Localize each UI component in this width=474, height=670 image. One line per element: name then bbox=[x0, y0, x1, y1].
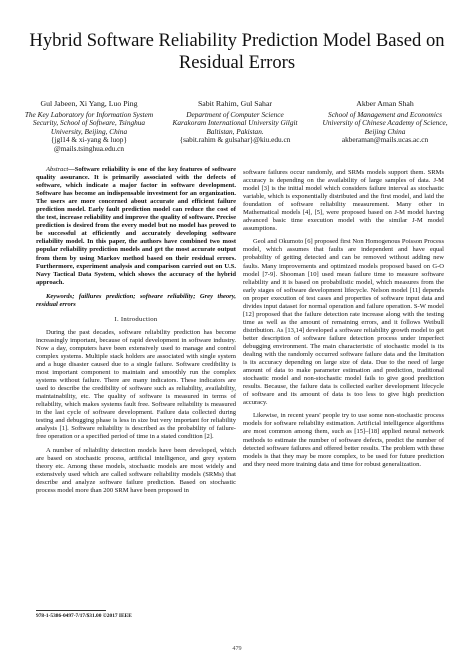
author-block-1 bbox=[24, 100, 154, 154]
author-names: Gul Jabeen, Xi Yang, Luo Ping bbox=[40, 99, 138, 108]
author-affiliation: Department of Computer Science Karakoram International University Gilgit Baltistan, Pakistan. bbox=[172, 109, 298, 136]
abstract-lead: Abstract bbox=[46, 166, 69, 173]
left-column bbox=[36, 166, 236, 500]
author-email: {sabit.rahim & gulsahar}@kiu.edu.cn bbox=[179, 135, 291, 145]
paragraph: A number of reliability detection models have been developed, which are based on stochastic process, artificial intelligence, and grey system theory etc. Among these models, stochastic models are most widely and extensively used which are called software reliability models (SRMs) that describe and analyze software failure prediction. Based on stochastic process model more than 200 SRM have been proposed in bbox=[36, 446, 236, 494]
author-block-3 bbox=[318, 100, 452, 145]
section-heading-introduction: I. Introduction bbox=[114, 315, 158, 323]
page-number: 479 bbox=[232, 645, 242, 652]
author-affiliation: School of Management and Economics University of Chinese Academy of Science, Beijing China bbox=[322, 109, 448, 136]
footnote-divider bbox=[36, 610, 106, 611]
paper-title: Hybrid Software Reliability Prediction Model Based on Residual Errors bbox=[29, 30, 445, 73]
author-names: Sabit Rahim, Gul Sahar bbox=[197, 99, 273, 108]
abstract-text: —Software reliability is one of the key features of software quality assurance. It is primarily associated with the defects of software, which indicate a major factor in software development. Software has become an indispensable investment for an organization. The users are more concerned about accurate and efficient failure prediction model. Early fault prediction model can reduce the cost of the test, increase reliability and improve the quality of software. Precise prediction is desired from the every model but no model has proved to be successful at efficiently and accurately developing software reliability model. In this paper, the authors have combined two most popular reliability prediction models and get the most accurate output from them by using Markov method based on their residual errors. Furthermore, experiment analysis and comparison carried out on U.S. Navy Tactical Data System, which shows the accuracy of the hybrid approach. bbox=[36, 166, 236, 286]
abstract bbox=[36, 166, 236, 287]
author-email: {jgl14 & xi-yang & luop} @mails.tsinghua.edu.cn bbox=[51, 135, 127, 153]
keywords: Keywords; faillures prediction; software reliability; Grey theory, residual errors bbox=[36, 292, 236, 308]
author-block-2 bbox=[170, 100, 300, 145]
paragraph: Likewise, in recent years' people try to use some non-stochastic process models for software reliability estimation. Artificial intelligence algorithms are most common among them, such as [15]–[18] applied neural network methods to estimate the number of software defects, predict the number of detected software failures and offered better results. The problem with these models is that they may be more complex, to be used for future prediction and they need more training data and time for robust generalization. bbox=[243, 412, 444, 468]
author-affiliation: The Key Laboratory for Information System Security, School of Software, Tsinghua University, Beijing, China bbox=[24, 109, 154, 136]
copyright-footnote: 978-1-5386-0497-7/17/$31.00 ©2017 IEEE bbox=[36, 613, 132, 619]
paragraph: During the past decades, software reliability prediction has become increasingly important, because of rapid development in software industry. Now a day, computers have been extensively used to manage and control complex systems. Multiple stack holders are associated with single system and a huge disaster caused due to a single failure. Software credibility is most important component to maintain and smoothly run the complex systems without failure. There are many indicators. These indicators are used to describe the credibility of software such as reliability, availability, maintainability, etc. The quality of software is measured in terms of reliability, which makes systems fault free. Software reliability is measured in the last cycle of software development. Failure data collected during testing and debugging phase is less in size but very important for reliability analysis [1]. Software reliability is described as the probability of failure-free operation or a specified period of time in a stated condition [2]. bbox=[36, 328, 236, 441]
author-email: akberaman@mails.ucas.ac.cn bbox=[341, 135, 429, 145]
paragraph: software failures occur randomly, and SRMs models support them. SRMs accuracy is depending on the availability of large samples of data. J-M model [3] is the initial model which considers failure interval as stochastic variable, which is exponentially distributed and the first model, and laid the foundation of software reliability measurement. Many other in Mathematical models [4], [5], were proposed based on J-M model having advanced basic time execution model with the similar J-M model assumptions. bbox=[243, 169, 444, 233]
paragraph: Geol and Okumoto [6] proposed first Non Homogenous Poisson Process model, which assumes that faults are independent and have equal probability of getting detected and can be removed without adding new faults. Many improvements and optimized models proposed based on G-O model [7-9]. Shooman [10] used mean failure time to measure software reliability and it is based on probabilistic model, which measures from the early stages of software development lifecycle. Nelson model [11] depends on proper execution of test cases and properties of software input data and divides input dataset for normal operation and failure operation. S-W model [12] proposed that the failure detection rate increase along with the testing time as well as the amount of remaining errors, and it follows Weibull distribution. As [13,14] developed a software reliability growth model to get better description of software failure detection process under imperfect debugging environment. The main characteristic of stochastic model is its dealing with the randomly occurred software failure data and the limitation is its accuracy depending on large size of data. Due to the need of large amount of data to make parameter estimation and prediction, traditional stochastic model and non-stochastic model fails to give good prediction results. Because, the failure data is collected earlier development lifecycle of software and its amount of data is too less to give high prediction accuracy. bbox=[243, 238, 444, 407]
right-column bbox=[243, 169, 444, 474]
author-names: Akber Aman Shah bbox=[356, 99, 414, 108]
